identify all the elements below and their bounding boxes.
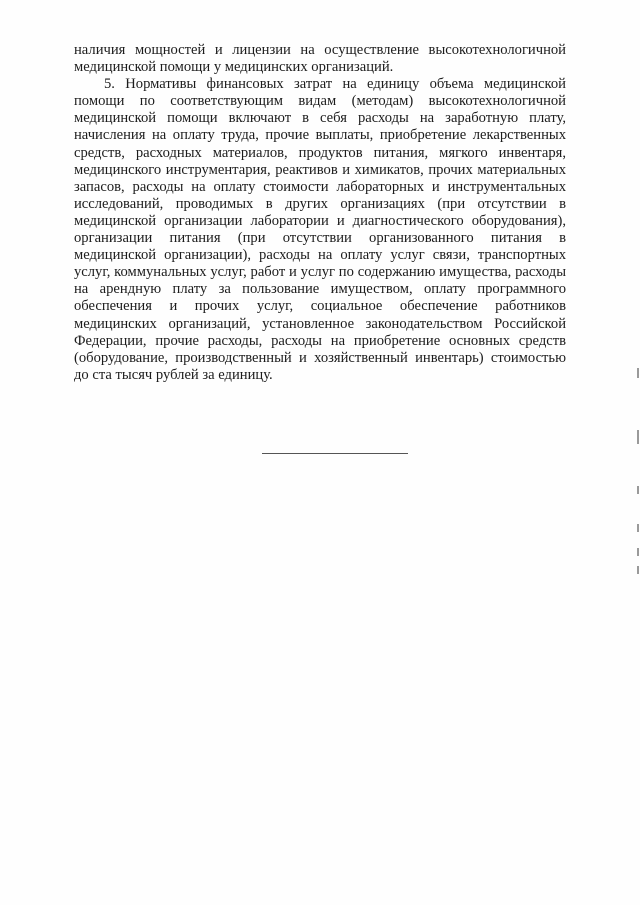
end-separator-line xyxy=(262,453,408,454)
scan-edge-mark xyxy=(637,566,639,574)
scan-edge-mark xyxy=(637,368,639,378)
scan-edge-mark xyxy=(637,548,639,556)
continuation-paragraph: наличия мощностей и лицензии на осуществление высокотехнологичной медицинской помощи у медицинских организаций. xyxy=(74,42,566,76)
scan-edge-mark xyxy=(637,430,639,444)
scan-edge-mark xyxy=(637,486,639,494)
document-body xyxy=(74,42,566,384)
scan-edge-mark xyxy=(637,524,639,532)
paragraph-5: 5. Нормативы финансовых затрат на единицу объема медицинской помощи по соответствующим видам (методам) высокотехнологичной медицинской помощи включают в себя расходы на заработную плату, начисления на оплату труда, прочие выплаты, приобретение лекарственных средств, расходных материалов, продуктов питания, мягкого инвентаря, медицинского инструментария, реактивов и химикатов, прочих материальных запасов, расходы на оплату стоимости лабораторных и инструментальных исследований, проводимых в других организациях (при отсутствии в медицинской организации лаборатории и диагностического оборудования), организации питания (при отсутствии организованного питания в медицинской организации), расходы на оплату услуг связи, транспортных услуг, коммунальных услуг, работ и услуг по содержанию имущества, расходы на арендную плату за пользование имуществом, оплату программного обеспечения и прочих услуг, социальное обеспечение работников медицинских организаций, установленное законодательством Российской Федерации, прочие расходы, расходы на приобретение основных средств (оборудование, производственный и хозяйственный инвентарь) стоимостью до ста тысяч рублей за единицу. xyxy=(74,76,566,383)
